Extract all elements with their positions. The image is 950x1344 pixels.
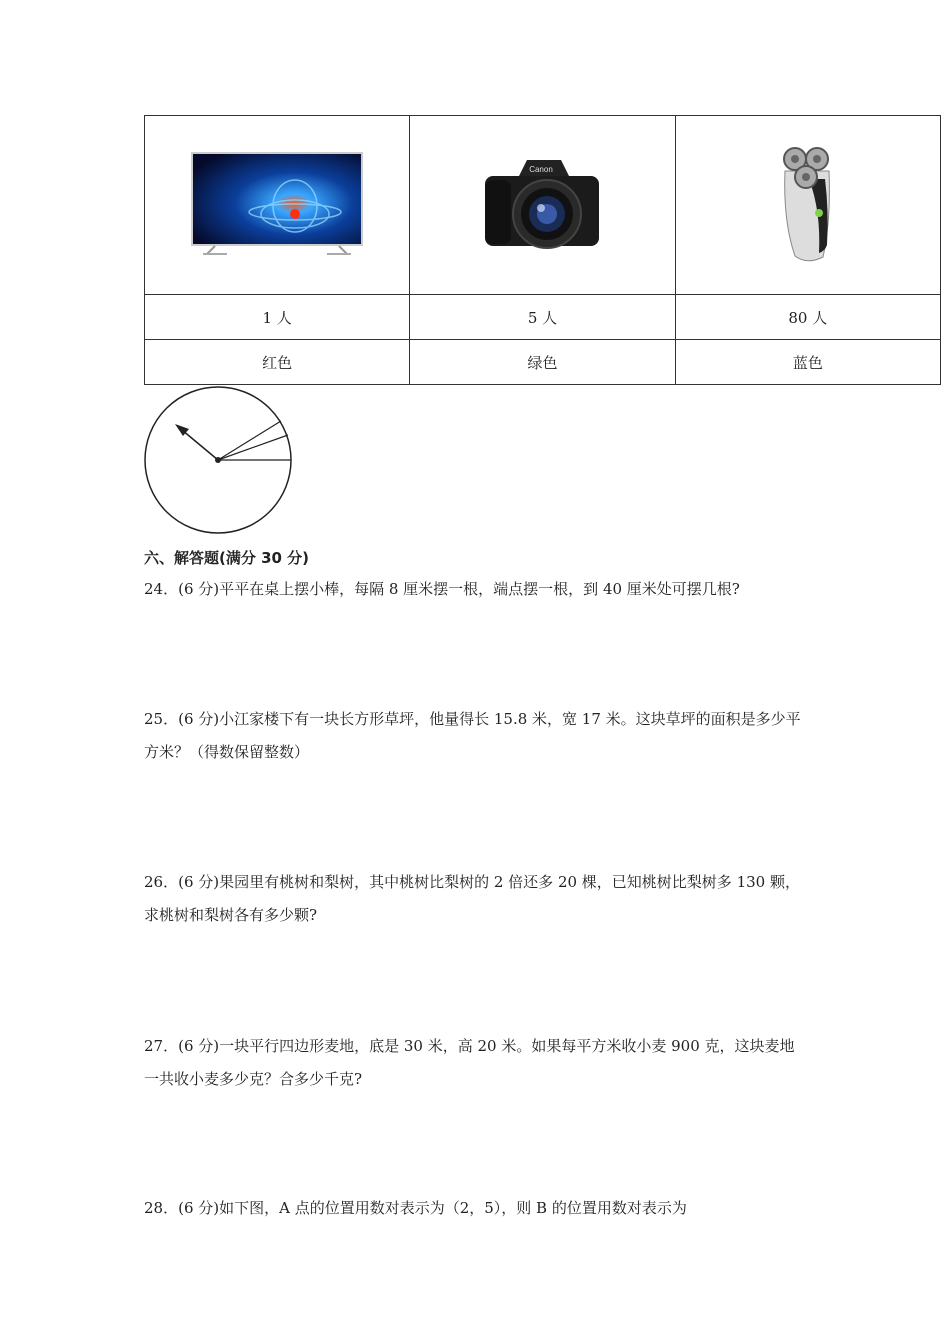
spinner-center <box>215 457 221 463</box>
prize-count-cell: 5 人 <box>410 295 675 340</box>
prize-cell-camera <box>410 116 675 295</box>
shaver-icon <box>773 141 843 266</box>
prize-table <box>144 115 941 385</box>
prize-color-cell: 蓝色 <box>675 340 940 385</box>
prize-color-cell: 绿色 <box>410 340 675 385</box>
question-28: 28．(6 分)如下图，A 点的位置用数对表示为（2，5），则 B 的位置用数对表示为 <box>144 1199 687 1217</box>
question-24: 24．(6 分)平平在桌上摆小棒，每隔 8 厘米摆一根，端点摆一根，到 40 厘米处可摆几根? <box>144 580 740 598</box>
prize-cell-shaver <box>675 116 940 295</box>
prize-count-cell: 1 人 <box>145 295 410 340</box>
prize-color-row <box>145 340 941 385</box>
question-26: 26．(6 分)果园里有桃树和梨树，其中桃树比梨树的 2 倍还多 20 棵，已知桃树比梨树多 130 颗，求桃树和梨树各有多少颗? <box>144 873 800 924</box>
spinner-pointer <box>182 430 218 460</box>
prize-count-cell: 80 人 <box>675 295 940 340</box>
svg-text:Canon: Canon <box>529 165 554 174</box>
question-27: 27．(6 分)一块平行四边形麦地，底是 30 米，高 20 米。如果每平方米收小麦 900 克，这块麦地一共收小麦多少克？合多少千克? <box>144 1037 795 1088</box>
prize-color-cell: 红色 <box>145 340 410 385</box>
question-25: 25．(6 分)小江家楼下有一块长方形草坪，他量得长 15.8 米，宽 17 米。这块草坪的面积是多少平方米？（得数保留整数） <box>144 710 801 761</box>
tv-icon <box>187 146 367 261</box>
spinner-diagram <box>142 386 294 536</box>
camera-icon <box>477 148 607 258</box>
section-title: 六、解答题(满分 30 分) <box>144 549 310 567</box>
prize-count-row <box>145 295 941 340</box>
prize-cell-tv <box>145 116 410 295</box>
prize-image-row <box>145 116 941 295</box>
